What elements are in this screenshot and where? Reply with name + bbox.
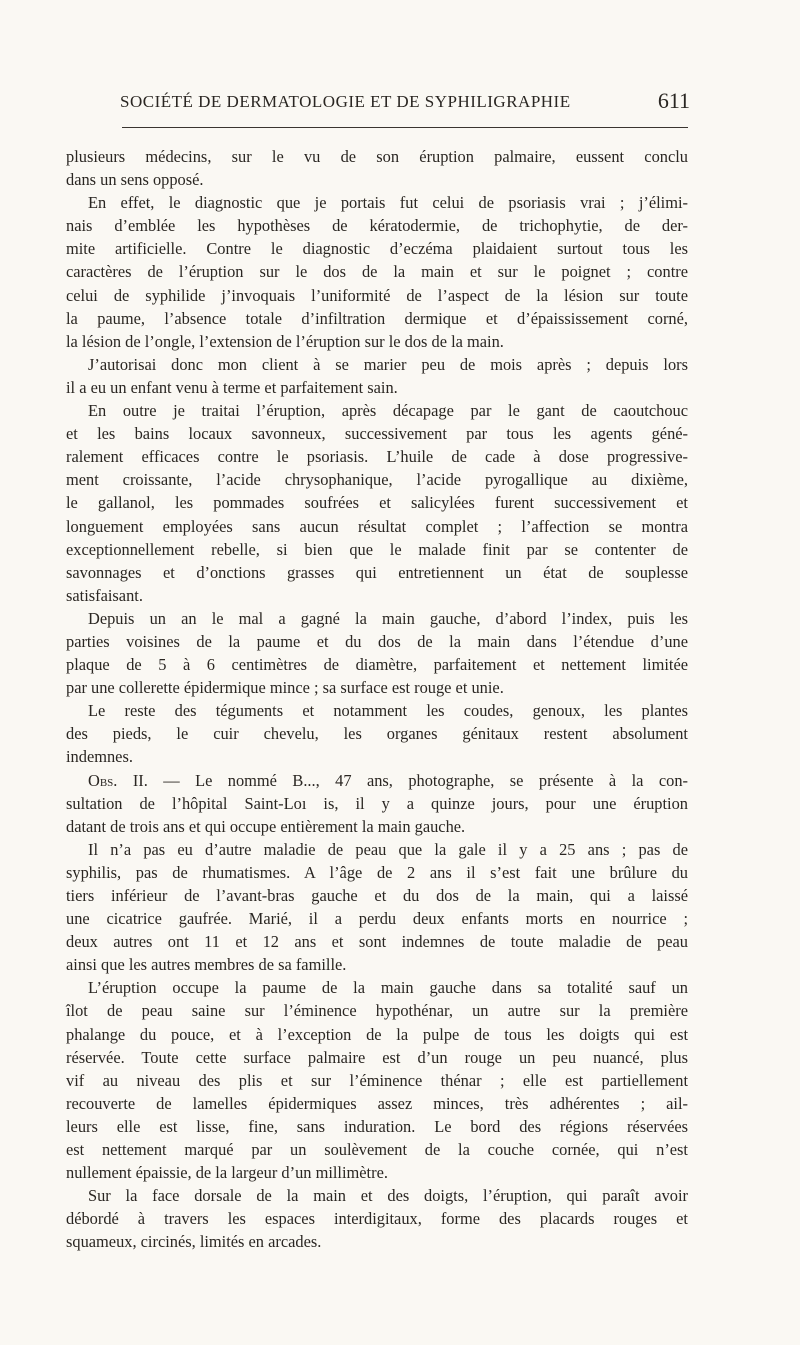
observation-label: Obs. [88, 770, 118, 790]
text-line: le gallanol, les pommades soufrées et salicylées furent successivement et [66, 493, 688, 513]
running-title: SOCIÉTÉ DE DERMATOLOGIE ET DE SYPHILIGRAPHIE [120, 92, 571, 111]
text-line: savonnages et d’onctions grasses qui entretiennent un état de souplesse [66, 562, 688, 582]
text-line: et les bains locaux savonneux, successivement par tous les agents géné- [66, 424, 688, 444]
text-line: En outre je traitai l’éruption, après décapage par le gant de caoutchouc [88, 401, 688, 421]
text-line: tiers inférieur de l’avant-bras gauche et du dos de la main, qui a laissé [66, 886, 688, 905]
text-line: ment croissante, l’acide chrysophanique, l’acide pyrogallique au dixième, [66, 470, 688, 490]
text-line: Il n’a pas eu d’autre maladie de peau que la gale il y a 25 ans ; pas de [88, 839, 688, 859]
text-line: est nettement marqué par un soulèvement de la couche cornée, qui n’est [66, 1140, 688, 1160]
running-head [120, 90, 690, 114]
text-line: une cicatrice gaufrée. Marié, il a perdu deux enfants morts en nourrice ; [66, 909, 688, 929]
text-line: Depuis un an le mal a gagné la main gauche, d’abord l’index, puis les [88, 608, 688, 628]
text-line: satisfaisant. [66, 585, 143, 605]
text-line: réservée. Toute cette surface palmaire est d’un rouge un peu nuancé, plus [66, 1047, 688, 1067]
text-line: vif au niveau des plis et sur l’éminence thénar ; elle est partiellement [66, 1070, 688, 1090]
text-line: leurs elle est lisse, fine, sans induration. Le bord des régions réservées [66, 1116, 688, 1136]
text-line: ralement efficaces contre le psoriasis. L’huile de cade à dose progressive- [66, 447, 688, 467]
text-line: nais d’emblée les hypothèses de kératodermie, de trichophytie, de der- [66, 216, 688, 236]
text-line: Obs. II. — Le nommé B..., 47 ans, photographe, se présente à la con- [88, 770, 688, 790]
text-line: En effet, le diagnostic que je portais fut celui de psoriasis vrai ; j’élimi- [88, 193, 688, 213]
text-line: datant de trois ans et qui occupe entièrement la main gauche. [66, 816, 466, 836]
text-line: Le reste des téguments et notamment les coudes, genoux, les plantes [88, 701, 688, 721]
text-line: celui de syphilide j’invoquais l’uniformité de l’aspect de la lésion sur toute [66, 285, 688, 305]
text-line: caractères de l’éruption sur le dos de la main et sur le poignet ; contre [66, 262, 688, 282]
text-line: deux autres ont 11 et 12 ans et sont indemnes de toute maladie de peau [66, 932, 688, 952]
text-line: débordé à travers les espaces interdigitaux, forme des placards rouges et [66, 1209, 688, 1229]
text-line: îlot de peau saine sur l’éminence hypothénar, un autre sur la première [66, 1001, 688, 1021]
text-line: phalange du pouce, et à l’exception de la pulpe de tous les doigts qui est [66, 1024, 688, 1044]
header-rule [122, 127, 688, 128]
text-line: recouverte de lamelles épidermiques assez minces, très adhérentes ; ail- [66, 1093, 688, 1113]
text-line: mite artificielle. Contre le diagnostic d’eczéma plaidaient surtout tous les [66, 239, 688, 259]
text-line: dans un sens opposé. [66, 170, 204, 190]
text-line: par une collerette épidermique mince ; sa surface est rouge et unie. [66, 678, 504, 698]
text-line: des pieds, le cuir chevelu, les organes génitaux restent absolument [66, 724, 688, 744]
text-line: L’éruption occupe la paume de la main gauche dans sa totalité sauf un [88, 978, 688, 998]
text-line: la paume, l’absence totale d’infiltration dermique et d’épaississement corné, [66, 308, 688, 328]
page-number: 611 [657, 88, 690, 113]
text-line: parties voisines de la paume et du dos de la main dans l’étendue d’une [66, 631, 688, 651]
text-line: la lésion de l’ongle, l’extension de l’éruption sur le dos de la main. [66, 331, 504, 351]
text-line: squameux, circinés, limités en arcades. [66, 1232, 322, 1252]
text-line: exceptionnellement rebelle, si bien que le malade finit par se contenter de [66, 539, 688, 559]
text-line: plaque de 5 à 6 centimètres de diamètre, parfaitement et nettement limitée [66, 655, 688, 675]
text-line: plusieurs médecins, sur le vu de son éruption palmaire, eussent conclu [66, 147, 688, 166]
text-line: J’autorisai donc mon client à se marier peu de mois après ; depuis lors [88, 354, 688, 374]
body-text [66, 145, 688, 1254]
text-line: indemnes. [66, 747, 133, 767]
text-line: il a eu un enfant venu à terme et parfaitement sain. [66, 377, 398, 397]
text-line: nullement épaissie, de la largeur d’un millimètre. [66, 1163, 388, 1183]
text-line: Sur la face dorsale de la main et des doigts, l’éruption, qui paraît avoir [88, 1186, 688, 1206]
text-line: syphilis, pas de rhumatismes. A l’âge de 2 ans il s’est fait une brûlure du [66, 862, 688, 882]
text-line: sultation de l’hôpital Saint-Loı is, il y a quinze jours, pour une éruption [66, 793, 688, 813]
text-line: ainsi que les autres membres de sa famille. [66, 955, 347, 975]
text-line: longuement employées sans aucun résultat complet ; l’affection se montra [66, 516, 688, 536]
